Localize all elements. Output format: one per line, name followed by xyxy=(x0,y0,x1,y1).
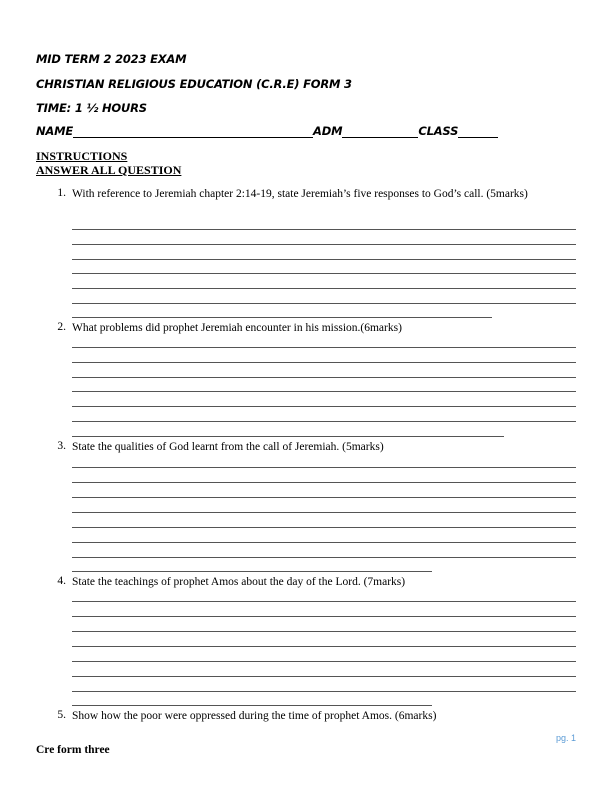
answer-line[interactable] xyxy=(72,542,576,543)
page-number: pg. 1 xyxy=(555,733,576,743)
answer-line[interactable] xyxy=(72,661,576,662)
question-text: State the qualities of God learnt from the call of Jeremiah. (5marks) xyxy=(72,441,384,453)
answer-line[interactable] xyxy=(72,362,576,363)
answer-line[interactable] xyxy=(72,497,576,498)
name-field[interactable] xyxy=(73,127,313,138)
answer-line[interactable] xyxy=(72,259,576,260)
class-label: CLASS xyxy=(418,124,459,138)
adm-field[interactable] xyxy=(342,127,418,138)
answer-line[interactable] xyxy=(72,482,576,483)
answer-line[interactable] xyxy=(72,646,576,647)
student-details-line xyxy=(36,124,498,138)
question-number: 2. xyxy=(57,321,66,333)
answer-line[interactable] xyxy=(72,557,576,558)
answer-line[interactable] xyxy=(72,436,504,437)
exam-title: MID TERM 2 2023 EXAM xyxy=(36,52,187,66)
answer-line[interactable] xyxy=(72,377,576,378)
answer-line[interactable] xyxy=(72,616,576,617)
question-text: State the teachings of prophet Amos about the day of the Lord. (7marks) xyxy=(72,576,406,588)
answer-line[interactable] xyxy=(72,631,576,632)
question-text: With reference to Jeremiah chapter 2:14-19, state Jeremiah’s five responses to God’s call. (5marks) xyxy=(72,188,528,200)
question-number: 1. xyxy=(57,187,66,199)
question-number: 5. xyxy=(57,709,66,721)
question-text: What problems did prophet Jeremiah encounter in his mission.(6marks) xyxy=(72,322,402,334)
answer-line[interactable] xyxy=(72,303,576,304)
answer-line[interactable] xyxy=(72,347,576,348)
answer-line[interactable] xyxy=(72,391,576,392)
answer-line[interactable] xyxy=(72,601,576,602)
answer-line[interactable] xyxy=(72,244,576,245)
question-number: 3. xyxy=(57,440,66,452)
time-allowed: TIME: 1 ½ HOURS xyxy=(36,101,147,115)
adm-label: ADM xyxy=(313,124,343,138)
answer-line[interactable] xyxy=(72,467,576,468)
instructions-text: ANSWER ALL QUESTION xyxy=(36,163,182,177)
answer-line[interactable] xyxy=(72,421,576,422)
answer-line[interactable] xyxy=(72,273,576,274)
answer-line[interactable] xyxy=(72,691,576,692)
subject-title: CHRISTIAN RELIGIOUS EDUCATION (C.R.E) FORM 3 xyxy=(36,77,352,91)
answer-line[interactable] xyxy=(72,512,576,513)
question-text: Show how the poor were oppressed during the time of prophet Amos. (6marks) xyxy=(72,710,437,722)
answer-line[interactable] xyxy=(72,705,432,706)
answer-line[interactable] xyxy=(72,676,576,677)
instructions-heading: INSTRUCTIONS xyxy=(36,149,128,163)
class-field[interactable] xyxy=(458,127,498,138)
footer-text: Cre form three xyxy=(36,744,110,756)
answer-line[interactable] xyxy=(72,527,576,528)
answer-line[interactable] xyxy=(72,317,492,318)
name-label: NAME xyxy=(36,124,74,138)
answer-line[interactable] xyxy=(72,229,576,230)
answer-line[interactable] xyxy=(72,406,576,407)
answer-line[interactable] xyxy=(72,288,576,289)
question-number: 4. xyxy=(57,575,66,587)
answer-line[interactable] xyxy=(72,571,432,572)
